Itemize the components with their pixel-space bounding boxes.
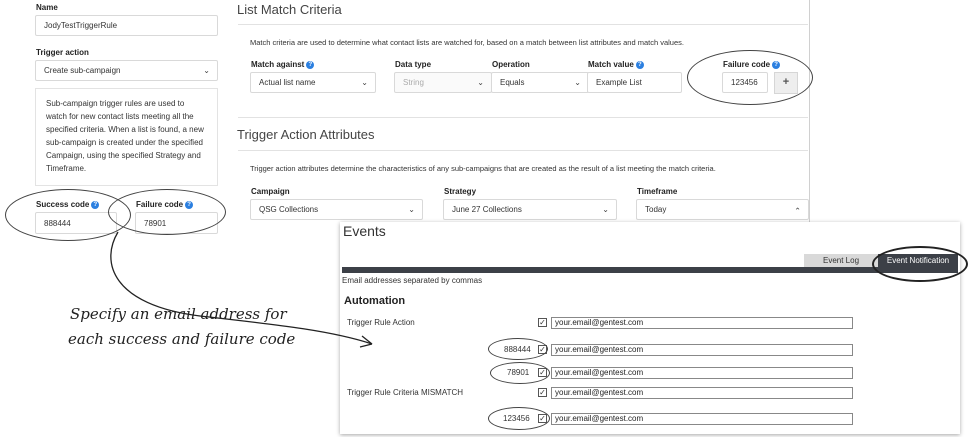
chevron-down-icon: ⌄ [574, 77, 581, 87]
chevron-up-icon: ⌃ [794, 205, 801, 215]
checkbox-checked-icon[interactable]: ✓ [539, 368, 546, 377]
match-value-value: Example List [596, 78, 642, 87]
criteria-failure-code-label-text: Failure code [723, 60, 771, 69]
chevron-down-icon: ⌄ [477, 77, 484, 87]
criteria-failure-code-value: 123456 [731, 78, 758, 87]
trigger-description: Sub-campaign trigger rules are used to watch for new contact lists meeting all the specified criteria. When a list is found, a new sub-campaign is created under the specified Campaign, using the specified Strategy and Timeframe. [35, 88, 218, 186]
events-title: Events [343, 223, 386, 239]
plus-icon: + [782, 76, 790, 88]
data-type-value: String [403, 78, 424, 87]
help-icon[interactable]: ? [772, 61, 780, 69]
timeframe-label: Timeframe [637, 187, 678, 196]
event-code: 888444 [504, 345, 531, 354]
trigger-action-label: Trigger action [36, 48, 89, 57]
help-icon[interactable]: ? [306, 61, 314, 69]
list-match-title: List Match Criteria [237, 2, 342, 17]
automation-heading: Automation [344, 295, 406, 307]
chevron-down-icon: ⌄ [602, 204, 609, 214]
trigger-attrs-description: Trigger action attributes determine the characteristics of any sub-campaigns that are created as the result of a list meeting the match criteria. [250, 164, 716, 173]
chevron-down-icon: ⌄ [361, 77, 368, 87]
event-code: 123456 [503, 414, 530, 423]
failure-code-value: 78901 [144, 218, 167, 228]
events-hint: Email addresses separated by commas [342, 276, 483, 285]
checkbox-checked-icon[interactable]: ✓ [539, 414, 546, 423]
tab-event-notification[interactable]: Event Notification [878, 254, 958, 267]
tab-event-log[interactable]: Event Log [804, 254, 878, 267]
chevron-down-icon: ⌄ [408, 204, 415, 214]
chevron-down-icon: ⌄ [203, 65, 210, 75]
checkbox-checked-icon[interactable]: ✓ [539, 318, 546, 327]
timeframe-value: Today [645, 205, 667, 214]
trigger-attrs-title: Trigger Action Attributes [237, 127, 375, 142]
annotation-line2: each success and failure code [68, 330, 296, 348]
email-input[interactable]: your.email@gentest.com [551, 317, 853, 329]
help-icon[interactable]: ? [185, 201, 193, 209]
help-icon[interactable]: ? [636, 61, 644, 69]
operation-value: Equals [500, 78, 525, 87]
strategy-value: June 27 Collections [452, 205, 522, 214]
success-code-label-text: Success code [36, 200, 90, 209]
event-row-label: Trigger Rule Criteria MISMATCH [347, 388, 464, 397]
failure-code-label-text: Failure code [136, 200, 184, 209]
list-match-description: Match criteria are used to determine what contact lists are watched for, based on a match between list attributes and match values. [250, 38, 684, 47]
checkbox-checked-icon[interactable]: ✓ [539, 388, 546, 397]
success-code-value: 888444 [44, 218, 71, 228]
match-value-label-text: Match value [588, 60, 634, 69]
email-input[interactable]: your.email@gentest.com [551, 367, 853, 379]
campaign-label: Campaign [251, 187, 290, 196]
operation-label: Operation [492, 60, 530, 69]
name-input-value: JodyTestTriggerRule [44, 21, 118, 30]
event-code: 78901 [507, 368, 530, 377]
email-input[interactable]: your.email@gentest.com [551, 344, 853, 356]
strategy-label: Strategy [444, 187, 477, 196]
campaign-value: QSG Collections [259, 205, 319, 214]
match-against-value: Actual list name [259, 78, 316, 87]
trigger-action-value: Create sub-campaign [44, 66, 121, 75]
annotation-line1: Specify an email address for [70, 305, 287, 323]
email-input[interactable]: your.email@gentest.com [551, 413, 853, 425]
event-row-label: Trigger Rule Action [347, 318, 415, 327]
match-against-label-text: Match against [251, 60, 305, 69]
email-input[interactable]: your.email@gentest.com [551, 387, 853, 399]
help-icon[interactable]: ? [91, 201, 99, 209]
name-label: Name [36, 3, 58, 12]
data-type-label: Data type [395, 60, 432, 69]
checkbox-checked-icon[interactable]: ✓ [539, 345, 546, 354]
